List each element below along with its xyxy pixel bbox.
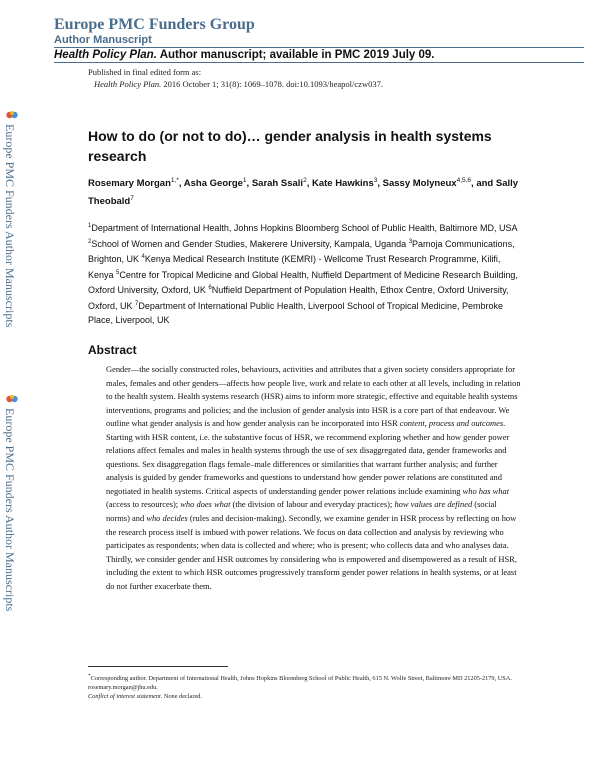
affil-text: Department of International Health, Johns Hopkins Bloomberg School of Public Health, Baltimore MD, USA [91, 223, 518, 233]
pub-info-journal: Health Policy Plan. [94, 79, 162, 89]
author-list [88, 173, 528, 209]
funders-group-title: Europe PMC Funders Group [54, 16, 255, 33]
abstract-text: (the division of labour and everyday practices); [230, 499, 395, 510]
pub-info-citation-text: 2016 October 1; 31(8): 1069–1078. doi:10.1093/heapol/czw037. [163, 79, 383, 89]
side-banner-text: Europe PMC Funders Author Manuscripts [3, 408, 17, 612]
publication-info [88, 66, 383, 90]
abstract-emphasis: how values are defined [394, 499, 473, 510]
abstract-text: . Starting with HSR content, i.e. the substantive focus of HSR, we recommend exploring whether and how gender power relations affect females and males in health systems through the use of sex disaggregated data, gender frameworks and questions. Sex disaggregation flags female–male differences or similarities that warrant further analysis; and further analysis is guided by gender frameworks and questions to understand how gender power relations are constituted and negotiated in health systems. Critical aspects of understanding gender power relations include examining [106, 418, 510, 496]
abstract-emphasis: who decides [146, 513, 188, 524]
abstract-text: Gender—the socially constructed roles, behaviours, activities and attributes that a given society considers appropriate for males, females and other genders—affects how people live, work and relate to each other at all levels, including in relation to the health system. Health systems research (HSR) aims to inform more strategic, effective and equitable health systems interventions, programs and policies; and the inclusion of gender analysis into HSR is a core part of that endeavour. We outline what gender analysis is and how gender analysis can be incorporated into HSR [106, 364, 521, 429]
corresponding-text: Corresponding author. Department of International Health, Johns Hopkins Bloomberg School of Public Health, 615 N. Wolfe Street, Baltimore MD 21205-2179, USA. rosemary.morgan@jhu.edu. [88, 675, 512, 692]
author-sep: , [178, 178, 184, 190]
author [88, 178, 184, 189]
abstract-emphasis: who has what [462, 485, 510, 496]
pub-info-line1: Published in final edited form as: [88, 67, 202, 77]
pub-info-citation [88, 78, 383, 90]
header-rule-bottom [54, 62, 584, 63]
author-sup: 7 [130, 195, 134, 203]
footnotes [88, 672, 528, 701]
conflict-label: Conflict of interest statement. [88, 693, 163, 701]
europe-pmc-logo-icon [6, 394, 18, 404]
journal-line [54, 48, 584, 62]
author-manuscript-label: Author Manuscript [54, 34, 152, 46]
affil-sup: 5 [116, 269, 120, 276]
affil-sup: 7 [135, 300, 139, 307]
abstract-paragraph [106, 363, 522, 593]
author-sup: 1,* [170, 177, 179, 184]
side-banner-top [2, 124, 22, 344]
header-rule-top [54, 47, 584, 48]
paper-title: How to do (or not to do)… gender analysis in health systems research [88, 128, 492, 164]
abstract-heading: Abstract [88, 343, 137, 357]
abstract-text: (social norms) and [106, 499, 497, 524]
affil-sup: 6 [208, 285, 212, 292]
author [383, 178, 496, 189]
affil-sup: 3 [408, 238, 413, 245]
affil-sup: 4 [141, 254, 145, 261]
author-sep: , [306, 178, 312, 190]
conflict-text: None declared. [162, 693, 202, 701]
side-banner-bottom [2, 408, 22, 628]
abstract-text: (rules and decision-making). Secondly, we examine gender in HSR process by reflecting on how the research process itself is imbued with power relations. We focus on data collection and analysis by reviewing who participates as respondents; when data is collected and where; who is present; who collects data and who analyses data. Thirdly, we consider gender and HSR outcomes by considering who is empowered and disempowered as a result of HSR, including the extent to which HSR outcomes progressively transform gender power relations in health systems, or at least do not further exacerbate them. [106, 513, 517, 591]
author-sup: 2 [303, 177, 307, 184]
affil-sup: 1 [88, 223, 92, 229]
corresponding-author-note [88, 672, 528, 692]
author-sup: 1 [242, 177, 247, 184]
author-name: Rosemary Morgan [88, 178, 171, 190]
affil-text: Centre for Tropical Medicine and Global Health, Nuffield Department of Medicine Research Building, Oxford University, Oxford, UK [88, 269, 518, 296]
author-name: Sally Theobald [88, 178, 519, 208]
author-name: Sarah Ssali [251, 178, 304, 190]
footnote-mark: * [88, 673, 91, 679]
author [252, 178, 312, 189]
author [184, 178, 252, 189]
abstract-body [106, 363, 522, 593]
affiliations [88, 220, 528, 327]
author-sep: , [246, 178, 252, 190]
europe-pmc-logo-icon [6, 110, 18, 120]
affil-text: Kenya Medical Research Institute (KEMRI) - Wellcome Trust Research Programme, Kilifi, Kenya [88, 254, 501, 280]
affil-sup: 2 [88, 238, 92, 245]
journal-name: Health Policy Plan. [54, 49, 157, 61]
author-sup: 3 [373, 177, 378, 184]
affil-text: School of Women and Gender Studies, Makerere University, Kampala, Uganda [91, 238, 409, 249]
journal-availability: Author manuscript; available in PMC 2019 July 09. [159, 49, 435, 61]
author-sep: , [377, 178, 383, 190]
side-banner-text: Europe PMC Funders Author Manuscripts [3, 124, 17, 328]
footnote-rule [88, 666, 228, 667]
author-name: Asha George [183, 178, 243, 190]
conflict-note [88, 692, 528, 701]
affil-text: Nuffield Department of Population Health, Ethox Centre, Oxford University, Oxford, UK [88, 285, 509, 311]
abstract-text: (access to resources); [106, 499, 181, 510]
author-sep: , and [471, 178, 496, 190]
author-sup: 4,5,6 [456, 177, 472, 184]
affil-text: Pamoja Communications, Brighton, UK [88, 238, 515, 265]
author [312, 178, 383, 189]
abstract-emphasis: content, process and outcomes [399, 418, 504, 429]
author-name: Kate Hawkins [311, 178, 374, 190]
affil-text: Department of International Public Health, Liverpool School of Tropical Medicine, Pembroke Place, Liverpool, UK [88, 300, 504, 325]
page-header [54, 16, 584, 62]
abstract-emphasis: who does what [180, 499, 231, 510]
author-name: Sassy Molyneux [382, 178, 457, 190]
